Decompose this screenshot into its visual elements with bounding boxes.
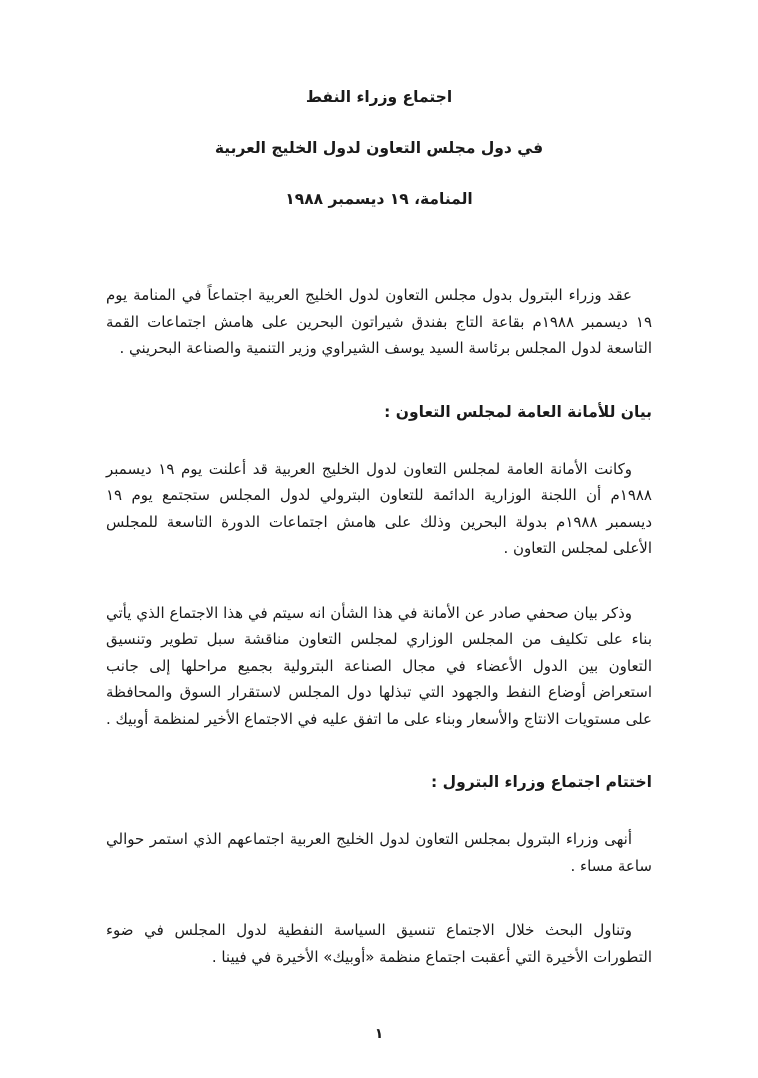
intro-paragraph: عقد وزراء البترول بدول مجلس التعاون لدول الخليج العربية اجتماعاً في المنامة يوم ١٩ ديسمبر ١٩٨٨م بقاعة التاج بفندق شيراتون البحرين على هامش اجتماعات القمة التاسعة لدول المجلس برئاسة السيد يوسف الشيراوي وزير التنمية والصناعة البحريني . <box>106 286 653 357</box>
statement-paragraph-2: وذكر بيان صحفي صادر عن الأمانة في هذا الشأن انه سيتم في هذا الاجتماع الذي يأتي بناء على تكليف من المجلس الوزاري لمجلس التعاون مناقشة سبل تطوير وتنسيق التعاون بين الدول الأعضاء في مجال الصناعة البترولية بجميع مراحلها إلى جانب استعراض أوضاع النفط والجهود التي تبذلها دول المجلس لاستقرار السوق والمحافظة على مستويات الانتاج والأسعار وبناء على ما اتفق عليه في الاجتماع الأخير لمنظمة أوبيك . <box>106 603 652 728</box>
section-heading-closing: اختتام اجتماع وزراء البترول : <box>431 773 652 791</box>
document-title-line-1: اجتماع وزراء النفط <box>305 88 453 106</box>
section-heading-statement: بيان للأمانة العامة لمجلس التعاون : <box>384 402 652 421</box>
document-content <box>106 86 652 1008</box>
document-title-line-2: في دول مجلس التعاون لدول الخليج العربية <box>214 139 544 157</box>
statement-paragraph-1: وكانت الأمانة العامة لمجلس التعاون لدول الخليج العربية قد أعلنت يوم ١٩ ديسمبر ١٩٨٨م أن اللجنة الوزارية الدائمة للتعاون البترولي لدول المجلس ستجتمع يوم ١٩ ديسمبر ١٩٨٨م بدولة البحرين وذلك على هامش اجتماعات الدورة التاسعة للمجلس الأعلى لمجلس التعاون . <box>106 459 652 557</box>
document-title-block <box>106 86 652 210</box>
closing-paragraph-1: أنهى وزراء البترول بمجلس التعاون لدول الخليج العربية اجتماعهم الذي استمر حوالي ساعة مساء . <box>106 830 652 875</box>
document-title-line-3: المنامة، ١٩ ديسمبر ١٩٨٨ <box>285 190 473 208</box>
closing-paragraph-2: وتناول البحث خلال الاجتماع تنسيق السياسة النفطية لدول المجلس في ضوء التطورات الأخيرة التي أعقبت اجتماع منظمة «أوبيك» الأخيرة في فيينا . <box>106 921 652 966</box>
page-number: ١ <box>374 1026 384 1042</box>
